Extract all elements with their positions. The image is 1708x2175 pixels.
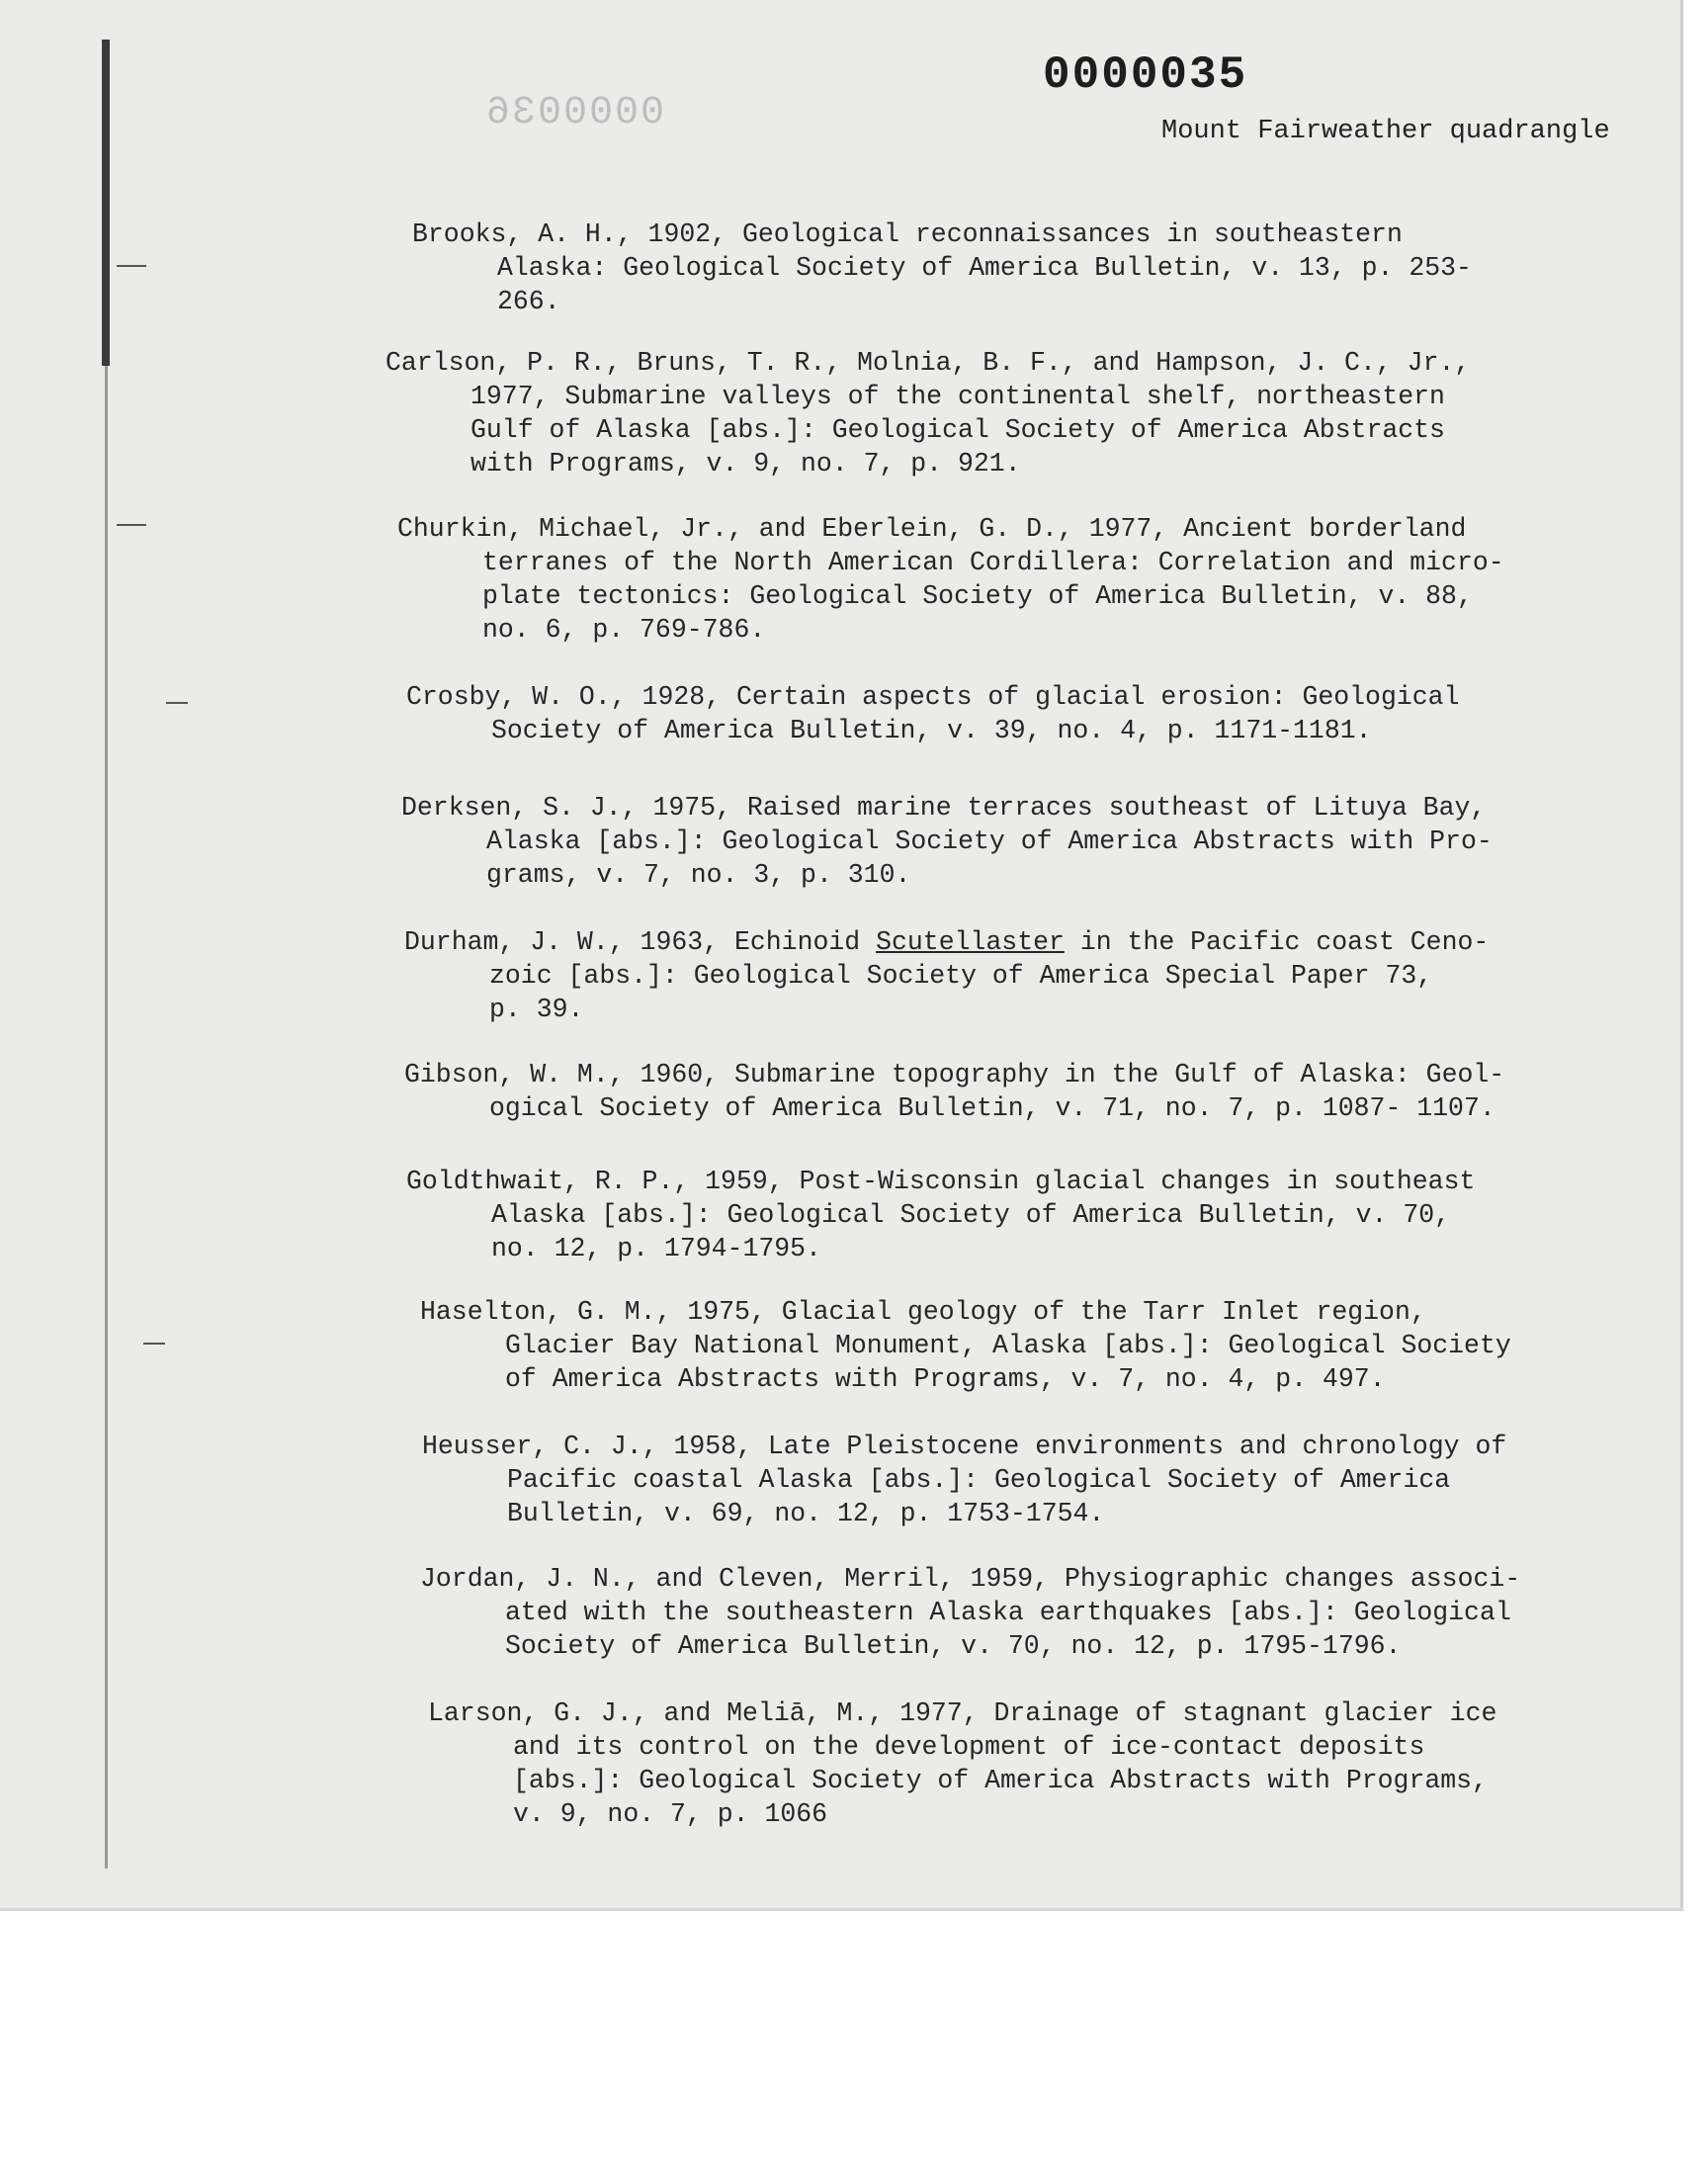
reference-entry bbox=[420, 1562, 1520, 1663]
reference-line: Churkin, Michael, Jr., and Eberlein, G. D., 1977, Ancient borderland bbox=[397, 514, 1467, 544]
binding-mark bbox=[102, 40, 110, 366]
margin-line bbox=[105, 366, 108, 1869]
reference-entry bbox=[397, 512, 1504, 647]
reference-entry bbox=[422, 1430, 1506, 1530]
reference-line: 1977, Submarine valleys of the continental shelf, northeastern bbox=[470, 382, 1445, 411]
reference-line: [abs.]: Geological Society of America Abstracts with Programs, bbox=[513, 1766, 1488, 1795]
reference-line: with Programs, v. 9, no. 7, p. 921. bbox=[470, 449, 1021, 478]
reference-line: Pacific coastal Alaska [abs.]: Geological Society of America bbox=[507, 1465, 1451, 1495]
reference-line: Alaska [abs.]: Geological Society of America Bulletin, v. 70, bbox=[491, 1200, 1451, 1230]
margin-tick bbox=[117, 524, 146, 526]
margin-tick bbox=[143, 1343, 165, 1345]
reference-line: Crosby, W. O., 1928, Certain aspects of glacial erosion: Geological bbox=[406, 682, 1460, 712]
reference-line: Alaska: Geological Society of America Bulletin, v. 13, p. 253- bbox=[497, 253, 1472, 283]
reference-entry bbox=[406, 680, 1459, 747]
reference-entry bbox=[428, 1696, 1496, 1831]
reference-line: Glacier Bay National Monument, Alaska [abs.]: Geological Society bbox=[505, 1331, 1511, 1360]
reference-line: Brooks, A. H., 1902, Geological reconnaissances in southeastern bbox=[412, 219, 1403, 249]
margin-tick bbox=[117, 265, 146, 267]
margin-tick bbox=[166, 702, 188, 704]
reference-line: v. 9, no. 7, p. 1066 bbox=[513, 1799, 828, 1829]
reference-entry bbox=[404, 925, 1489, 1026]
reference-line: Goldthwait, R. P., 1959, Post-Wisconsin glacial changes in southeast bbox=[406, 1167, 1476, 1196]
reference-line: Carlson, P. R., Bruns, T. R., Molnia, B. F., and Hampson, J. C., Jr., bbox=[385, 348, 1471, 378]
reference-text: in the Pacific coast Ceno- bbox=[1064, 927, 1490, 957]
reference-line: zoic [abs.]: Geological Society of America Special Paper 73, bbox=[489, 961, 1433, 991]
reference-line: Derksen, S. J., 1975, Raised marine terraces southeast of Lituya Bay, bbox=[401, 793, 1487, 823]
reference-line: no. 6, p. 769-786. bbox=[482, 615, 766, 645]
reference-line: Haselton, G. M., 1975, Glacial geology of the Tarr Inlet region, bbox=[420, 1297, 1426, 1327]
reference-line: ogical Society of America Bulletin, v. 71, no. 7, p. 1087- 1107. bbox=[489, 1093, 1495, 1123]
reference-entry bbox=[406, 1165, 1475, 1265]
bleed-through-number: 0000036 bbox=[484, 91, 665, 135]
reference-line: of America Abstracts with Programs, v. 7, no. 4, p. 497. bbox=[505, 1364, 1386, 1394]
reference-line: plate tectonics: Geological Society of America Bulletin, v. 88, bbox=[482, 581, 1473, 611]
reference-line: and its control on the development of ice-contact deposits bbox=[513, 1732, 1425, 1762]
reference-entry bbox=[412, 218, 1472, 318]
reference-line: Jordan, J. N., and Cleven, Merril, 1959, Physiographic changes associ- bbox=[420, 1564, 1521, 1594]
reference-line: ated with the southeastern Alaska earthquakes [abs.]: Geological bbox=[505, 1598, 1511, 1627]
reference-line: Heusser, C. J., 1958, Late Pleistocene environments and chronology of bbox=[422, 1432, 1507, 1461]
reference-line: p. 39. bbox=[489, 995, 584, 1024]
reference-text: Durham, J. W., 1963, Echinoid bbox=[404, 927, 877, 957]
reference-line: Society of America Bulletin, v. 39, no. 4, p. 1171-1181. bbox=[491, 716, 1372, 745]
taxon-name: Scutellaster bbox=[876, 927, 1065, 957]
reference-entry bbox=[420, 1295, 1511, 1396]
reference-line: terranes of the North American Cordillera: Correlation and micro- bbox=[482, 548, 1504, 577]
reference-line: 266. bbox=[497, 287, 560, 316]
reference-entry bbox=[401, 791, 1493, 892]
document-number: 0000035 bbox=[1043, 49, 1248, 101]
reference-line: no. 12, p. 1794-1795. bbox=[491, 1234, 821, 1263]
reference-line: Larson, G. J., and Meliā, M., 1977, Drainage of stagnant glacier ice bbox=[428, 1698, 1497, 1728]
reference-line bbox=[404, 925, 1489, 959]
reference-entry bbox=[385, 346, 1470, 480]
reference-line: Alaska [abs.]: Geological Society of America Abstracts with Pro- bbox=[486, 826, 1493, 856]
reference-line: Gibson, W. M., 1960, Submarine topography in the Gulf of Alaska: Geol- bbox=[404, 1060, 1505, 1089]
quadrangle-title: Mount Fairweather quadrangle bbox=[1161, 117, 1610, 146]
reference-line: Gulf of Alaska [abs.]: Geological Society of America Abstracts bbox=[470, 415, 1445, 445]
reference-line: Bulletin, v. 69, no. 12, p. 1753-1754. bbox=[507, 1499, 1105, 1528]
reference-entry bbox=[404, 1058, 1504, 1125]
reference-line: grams, v. 7, no. 3, p. 310. bbox=[486, 860, 911, 890]
reference-line: Society of America Bulletin, v. 70, no. 12, p. 1795-1796. bbox=[505, 1631, 1402, 1661]
